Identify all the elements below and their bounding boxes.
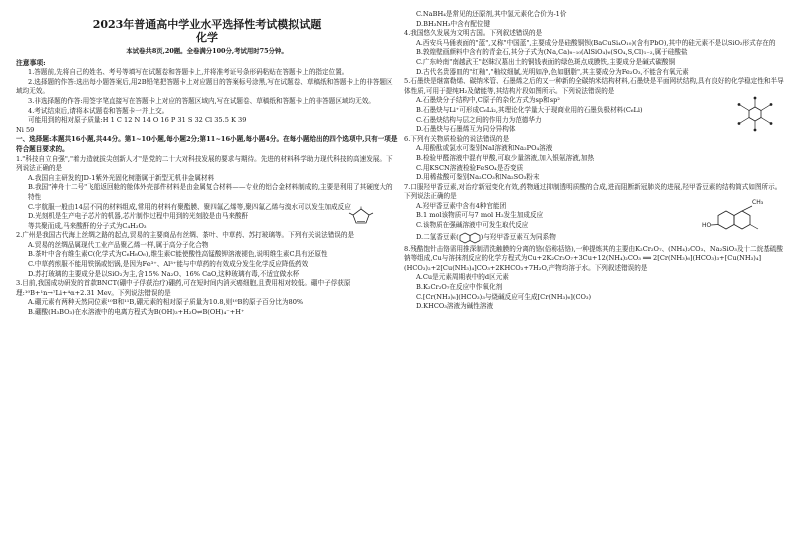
option: D.用稀盐酸可鉴别Na₂CO₃和Na₂SO₃粉末: [416, 173, 540, 182]
option: D.石墨炔与石墨烯互为同分异构体: [416, 125, 516, 134]
atomic-mass-line: 可能用到的相对原子质量:H 1 C 12 N 14 O 16 P 31 S 32 Cl 35.5 K 39: [28, 116, 247, 125]
question-stem: 5.石墨炔是继富勒烯、碳纳米管、石墨烯之后的又一种新的全碳纳米结构材料,石墨炔是平面网状结构,具有良好的化学稳定性和半导体性质,可用于提纯H₂及储能等,其结构片段如图所示。下列说法错误的是: [404, 77, 784, 95]
option: A.石墨炔分子结构中,C原子的杂化方式为sp和sp²: [416, 96, 560, 105]
question-stem: 8.残酷饱针击铬需用推深制清洗触膜的分离的铬(俗称括铬),一种提炼其的主要由K₂Cr₂O₇、(NH₄)₂CO₃、Na₂SiO₃及十二烷基硫酸钠等组成,Cu与溶抹剂反应的化学方程式为Cu+2K₂Cr₂O₇+3Cu+12(NH₄)₂CO₃ ══ 2[Cr(NH₃)₆](HCO₃)₃+[Cu(NH₃)₄](HCO₃)₂+2[Cu(NH₃)₄]CO₃+2KHCO₃+7H₂O,产物均溶于水。下列叙述错误的是: [404, 244, 783, 272]
option: B.敦煌壁画颜料中含有的青金石,其分子式为(Na,Ca)₈₋₁₀(AlSiO₄)₆(SO₄,S,Cl)₁₋₂,属于硅酸盐: [416, 48, 688, 57]
right-column: [404, 10, 786, 312]
option: C.中草药煎服不能用铁锅或铝锅,是因为Fe³⁺、Al³⁺能与中草药的有效成分发生化学反应降低药效: [28, 260, 309, 269]
option: D.二氢香豆素(: [416, 232, 459, 241]
option: C.宇航服一般由14层不同的材料组成,常用的材料有聚酯膜、聚四氟乙烯等,聚四氟乙烯与溴水可以发生加成反应: [28, 202, 351, 211]
option-tail: )与羟甲香豆素互为同系物: [480, 232, 556, 241]
maleic-anhydride-structure-icon: [348, 206, 374, 226]
question-stem: 4.我国悠久发展为文明古国。下列叙述错误的是: [404, 29, 543, 38]
exam-title: 2023年普通高中学业水平选择性考试模拟试题: [92, 18, 322, 31]
option: B.我国"神舟十二号"飞船返回舱的舱体外壳部件材料是由金属复合材料——专业的铝合金材料制成的,主要是利用了其硬度大的特性: [28, 183, 393, 201]
question-stem: 1."科技自立自强","着力造就拔尖创新人才"是党的二十大对科技发展的要求与期待。先进的材料科学助力现代科技的高速发展。下列说法正确的是: [16, 154, 393, 173]
option: B.1 mol该物质可与7 mol H₂发生加成反应: [416, 211, 544, 220]
notice-item: 1.答题前,先将自己的姓名、考号等填写在试题卷和答题卡上,并将准考证号条形码粘贴在答题卡上的指定位置。: [28, 68, 349, 77]
question-stem: 2.广州是我国古代海上丝绸之路的起点,贸易的主要商品有丝绸、茶叶、中草药、苏打玻璃等。下列有关说法错误的是: [16, 231, 355, 240]
option: A.用酚酞或氯水可鉴别NaI溶液和Na₂PO₄溶液: [416, 144, 553, 153]
section-heading: 一、选择题:本题共16小题,共44分。第1~10小题,每小题2分;第11~16小题,每小题4分。在每小题给出的四个选项中,只有一项是符合题目要求的。: [16, 135, 398, 153]
option: B.茶叶中含有维生素C(化学式为C₆H₈O₆),维生素C能使酸性高锰酸钾溶液褪色,说明维生素C具有还原性: [28, 250, 328, 259]
exam-meta: 本试卷共8页,20题。全卷满分100分,考试用时75分钟。: [126, 47, 288, 55]
option: D.KHCO₃溶液为碱性溶液: [416, 302, 494, 311]
notice-item: 3.非选择题的作答:用签字笔直接写在答题卡上对应的答题区域内,写在试题卷、草稿纸和答题卡上的非答题区域均无效。: [28, 96, 375, 105]
hymecromone-structure-icon: [702, 198, 780, 234]
option: A.贸易的丝绸品属现代工业产品聚乙烯一样,属于高分子化合物: [28, 240, 209, 249]
question-stem: 6.下列有关物质检验的说法错误的是: [404, 134, 510, 143]
option: B.硼酸(H₃BO₃)在水溶液中的电离方程式为B(OH)₃+H₂O⇌B(OH)₄⁻+H⁺: [28, 308, 245, 317]
option: B.检验甲醛溶液中混有甲酸,可取少量溶液,加入银氨溶液,加热: [416, 153, 595, 162]
notice-heading: 注意事项:: [16, 58, 46, 67]
atomic-mass-line-2: Ni 59: [16, 125, 35, 134]
option: C.该物质在强碱溶液中可发生取代反应: [416, 221, 529, 230]
ch3-label: CH₃: [752, 198, 764, 206]
graphdiyne-structure-icon: [728, 96, 782, 134]
subject-title: 化学: [196, 31, 218, 44]
ho-label: HO: [702, 221, 712, 229]
notice-item: 4.考试结束后,请将本试题卷和答题卡一并上交。: [28, 106, 169, 115]
option: C.NaBH₄是常见的还原剂,其中氢元素化合价为-1价: [416, 10, 567, 18]
option: B.石墨炔与Li⁺可形成C₆Li₂,其理论化学量大于现商业用的石墨负极材料(C₆Li): [416, 105, 643, 114]
option: A.我国自主研发的JD-1紫外光固化树脂属于新型无机非金属材料: [28, 173, 215, 182]
dihydrocoumarin-structure-icon: [459, 231, 481, 245]
option: D.苏打玻璃的主要成分是以SiO₂为主,含15% Na₂O、16% CaO,这种玻璃有毒,不适宜做水杯: [28, 269, 300, 278]
notice-item: 2.选择题的作答:选出每小题答案后,用2B铅笔把答题卡上对应题目的答案标号涂黑,写在试题卷、草稿纸和答题卡上的非答题区域均无效。: [16, 77, 393, 96]
option: D.光刻机是生产电子芯片的机器,芯片制作过程中用到的光刻胶是由马来酸酐: [28, 212, 249, 221]
option: C.广东岭南"南越武王"赵眜汉墓出土的铜钱表面的绿色斑点成膜铁,主要成分是碱式碳酸铜: [416, 57, 676, 66]
option: A.硼元素有两种天然同位素¹⁰B和¹¹B,硼元素的相对原子质量为10.8,则¹⁰B的原子百分比为80%: [28, 298, 304, 307]
option: A.Cu是元素周期表中的d区元素: [416, 273, 509, 282]
question-stem: 7.口服羟甲香豆素,对治疗新冠变化有效,药物通过抑制透明质酸的合成,进而阻断新冠肺炎的进展,羟甲香豆素的结构简式如图所示。下列说法正确的是: [404, 182, 782, 201]
option: A.羟甲香豆素中含有4种官能团: [416, 201, 507, 210]
left-column: [16, 10, 398, 318]
option: C.用KSCN溶液检验FeSO₄是否变质: [416, 163, 524, 172]
option: D.古代名贵器皿的"红釉","釉纹细腻,光明如净,色如胭脂",其主要成分为Fe₂O₃,不能含有氧元素: [416, 67, 689, 76]
option: 等共聚而成,马来酸酐的分子式为C₄H₂O₃: [28, 221, 147, 230]
option: B.K₂Cr₂O₇在反应中作氧化剂: [416, 283, 503, 292]
option: A.西安兵马俑表面的"蓝",又称"中国蓝",主要成分是硅酸铜钡(BaCuSi₄O₁₀)(含有PbO),其中的硅元素不是以SiO₂形式存在的: [416, 38, 776, 47]
question-stem: 3.目前,我国成功研发的首款BNCT(硼中子俘获治疗)硼药,可在短时间内消灭癌细胞,且费用相对较低。硼中子俘获原理:¹⁰B+¹n→⁷Li+⁴α+2.31 Mev。下列说法错误的是: [16, 279, 351, 297]
option: C.[Cr(NH₃)₆](HCO₃)₃与烧碱反应可生成[Cr(NH₃)₆](CO₃): [416, 292, 592, 301]
option: C.石墨炔结构与层之间的作用力为范德华力: [416, 115, 542, 124]
option: D.BH₃NH₃中含有配位键: [416, 19, 491, 28]
